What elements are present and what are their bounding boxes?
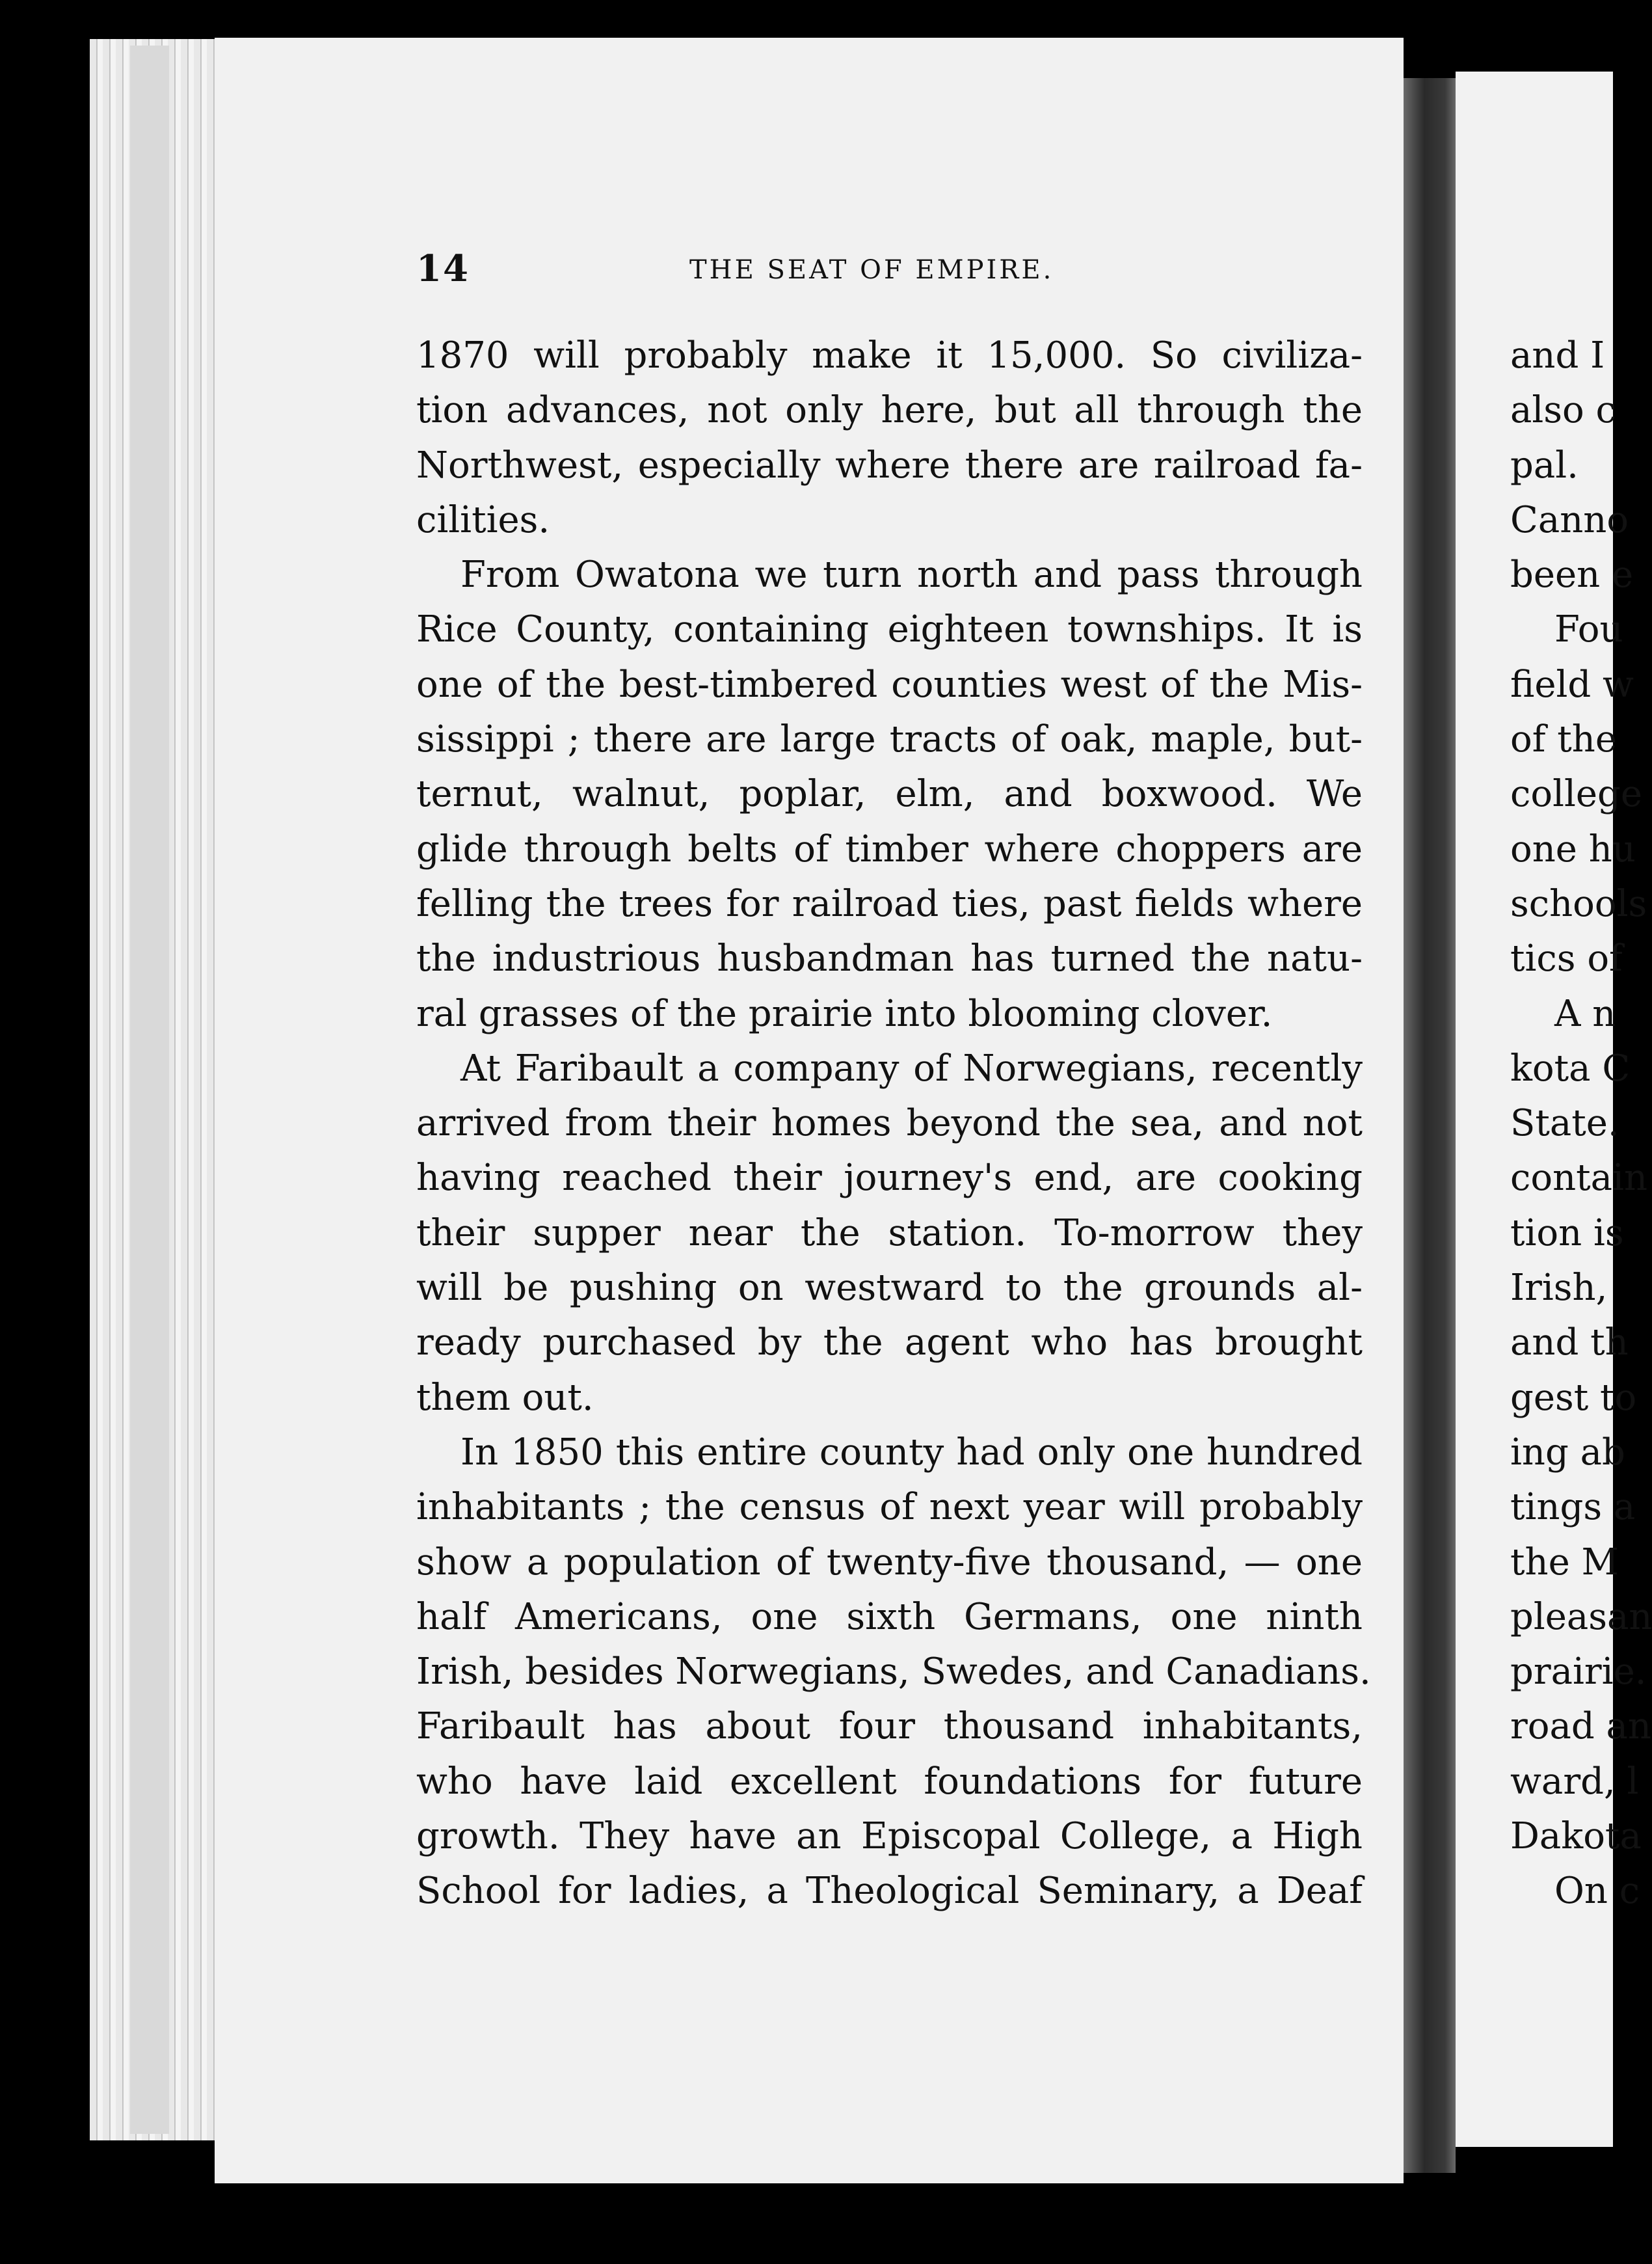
- text-line: pleasan: [1510, 1595, 1652, 1638]
- text-line: also c: [1510, 389, 1616, 432]
- text-line: ward, l: [1510, 1760, 1639, 1803]
- text-line: arrived from their homes beyond the sea, and not: [416, 1102, 1363, 1145]
- text-line: 1870 will probably make it 15,000. So civiliza-: [416, 334, 1363, 377]
- text-line: tics of: [1510, 937, 1623, 980]
- text-line: ral grasses of the prairie into blooming clover.: [416, 992, 1273, 1035]
- text-line: Fou: [1554, 608, 1623, 651]
- text-line: college: [1510, 773, 1643, 816]
- text-line: prairie.: [1510, 1651, 1647, 1693]
- text-line: gest to: [1510, 1376, 1637, 1419]
- text-line: having reached their journey's end, are cooking: [416, 1157, 1363, 1200]
- text-line: Dakota: [1510, 1815, 1642, 1858]
- text-line: tion advances, not only here, but all through the: [416, 389, 1363, 432]
- text-line: them out.: [416, 1376, 594, 1419]
- text-line: kota C: [1510, 1047, 1631, 1090]
- text-line: show a population of twenty-five thousand, — one: [416, 1541, 1363, 1583]
- text-line: Northwest, especially where there are railroad fa-: [416, 444, 1363, 487]
- text-line: Canno: [1510, 498, 1629, 541]
- text-line: cilities.: [416, 498, 550, 541]
- text-line: growth. They have an Episcopal College, a High: [416, 1815, 1363, 1858]
- text-line: the M: [1510, 1541, 1619, 1583]
- text-line: felling the trees for railroad ties, past fields where: [416, 882, 1363, 925]
- text-line: A n: [1554, 992, 1616, 1035]
- text-line: Rice County, containing eighteen townships. It is: [416, 608, 1363, 651]
- text-line: School for ladies, a Theological Seminary, a Deaf: [416, 1870, 1363, 1913]
- text-line: schools: [1510, 882, 1647, 925]
- text-line: tion is: [1510, 1211, 1624, 1254]
- text-line: and I: [1510, 334, 1605, 377]
- page-header: [416, 247, 1359, 293]
- text-line: field w: [1510, 663, 1634, 706]
- text-line: ing ab: [1510, 1431, 1625, 1474]
- text-line: who have laid excellent foundations for future: [416, 1760, 1363, 1803]
- text-line: will be pushing on westward to the grounds al-: [416, 1267, 1363, 1310]
- text-line: their supper near the station. To-morrow they: [416, 1211, 1363, 1254]
- text-line: Irish,: [1510, 1267, 1608, 1310]
- text-line: ready purchased by the agent who has brought: [416, 1321, 1363, 1364]
- text-line: one of the best-timbered counties west of the Mis-: [416, 663, 1363, 706]
- text-line: contain: [1510, 1157, 1648, 1200]
- text-line: one hu: [1510, 828, 1636, 870]
- text-line: road an: [1510, 1705, 1651, 1748]
- text-line: sissippi ; there are large tracts of oak, maple, but-: [416, 718, 1363, 761]
- text-line: State.: [1510, 1102, 1619, 1145]
- text-line: At Faribault a company of Norwegians, recently: [460, 1047, 1363, 1090]
- text-line: the industrious husbandman has turned the natu-: [416, 937, 1363, 980]
- left-page-body: [416, 329, 1371, 1919]
- text-line: Faribault has about four thousand inhabitants,: [416, 1705, 1363, 1748]
- text-line: been e: [1510, 554, 1634, 597]
- text-line: pal.: [1510, 444, 1579, 487]
- text-line: half Americans, one sixth Germans, one ninth: [416, 1595, 1363, 1638]
- running-title: THE SEAT OF EMPIRE.: [689, 255, 1054, 285]
- right-page-body: [1510, 329, 1652, 1919]
- text-line: In 1850 this entire county had only one hundred: [460, 1431, 1363, 1474]
- book-gutter: [1404, 78, 1456, 2173]
- text-line: inhabitants ; the census of next year will probably: [416, 1486, 1363, 1529]
- page-edges-outer: [130, 46, 169, 2134]
- text-line: glide through belts of timber where choppers are: [416, 828, 1363, 870]
- text-line: From Owatona we turn north and pass through: [460, 554, 1363, 597]
- text-line: and th: [1510, 1321, 1629, 1364]
- text-line: Irish, besides Norwegians, Swedes, and Canadians.: [416, 1651, 1371, 1693]
- text-line: tings a: [1510, 1486, 1636, 1529]
- text-line: of the: [1510, 718, 1617, 761]
- page-number: 14: [416, 247, 470, 290]
- text-line: ternut, walnut, poplar, elm, and boxwood. We: [416, 773, 1363, 816]
- text-line: On c: [1554, 1870, 1640, 1913]
